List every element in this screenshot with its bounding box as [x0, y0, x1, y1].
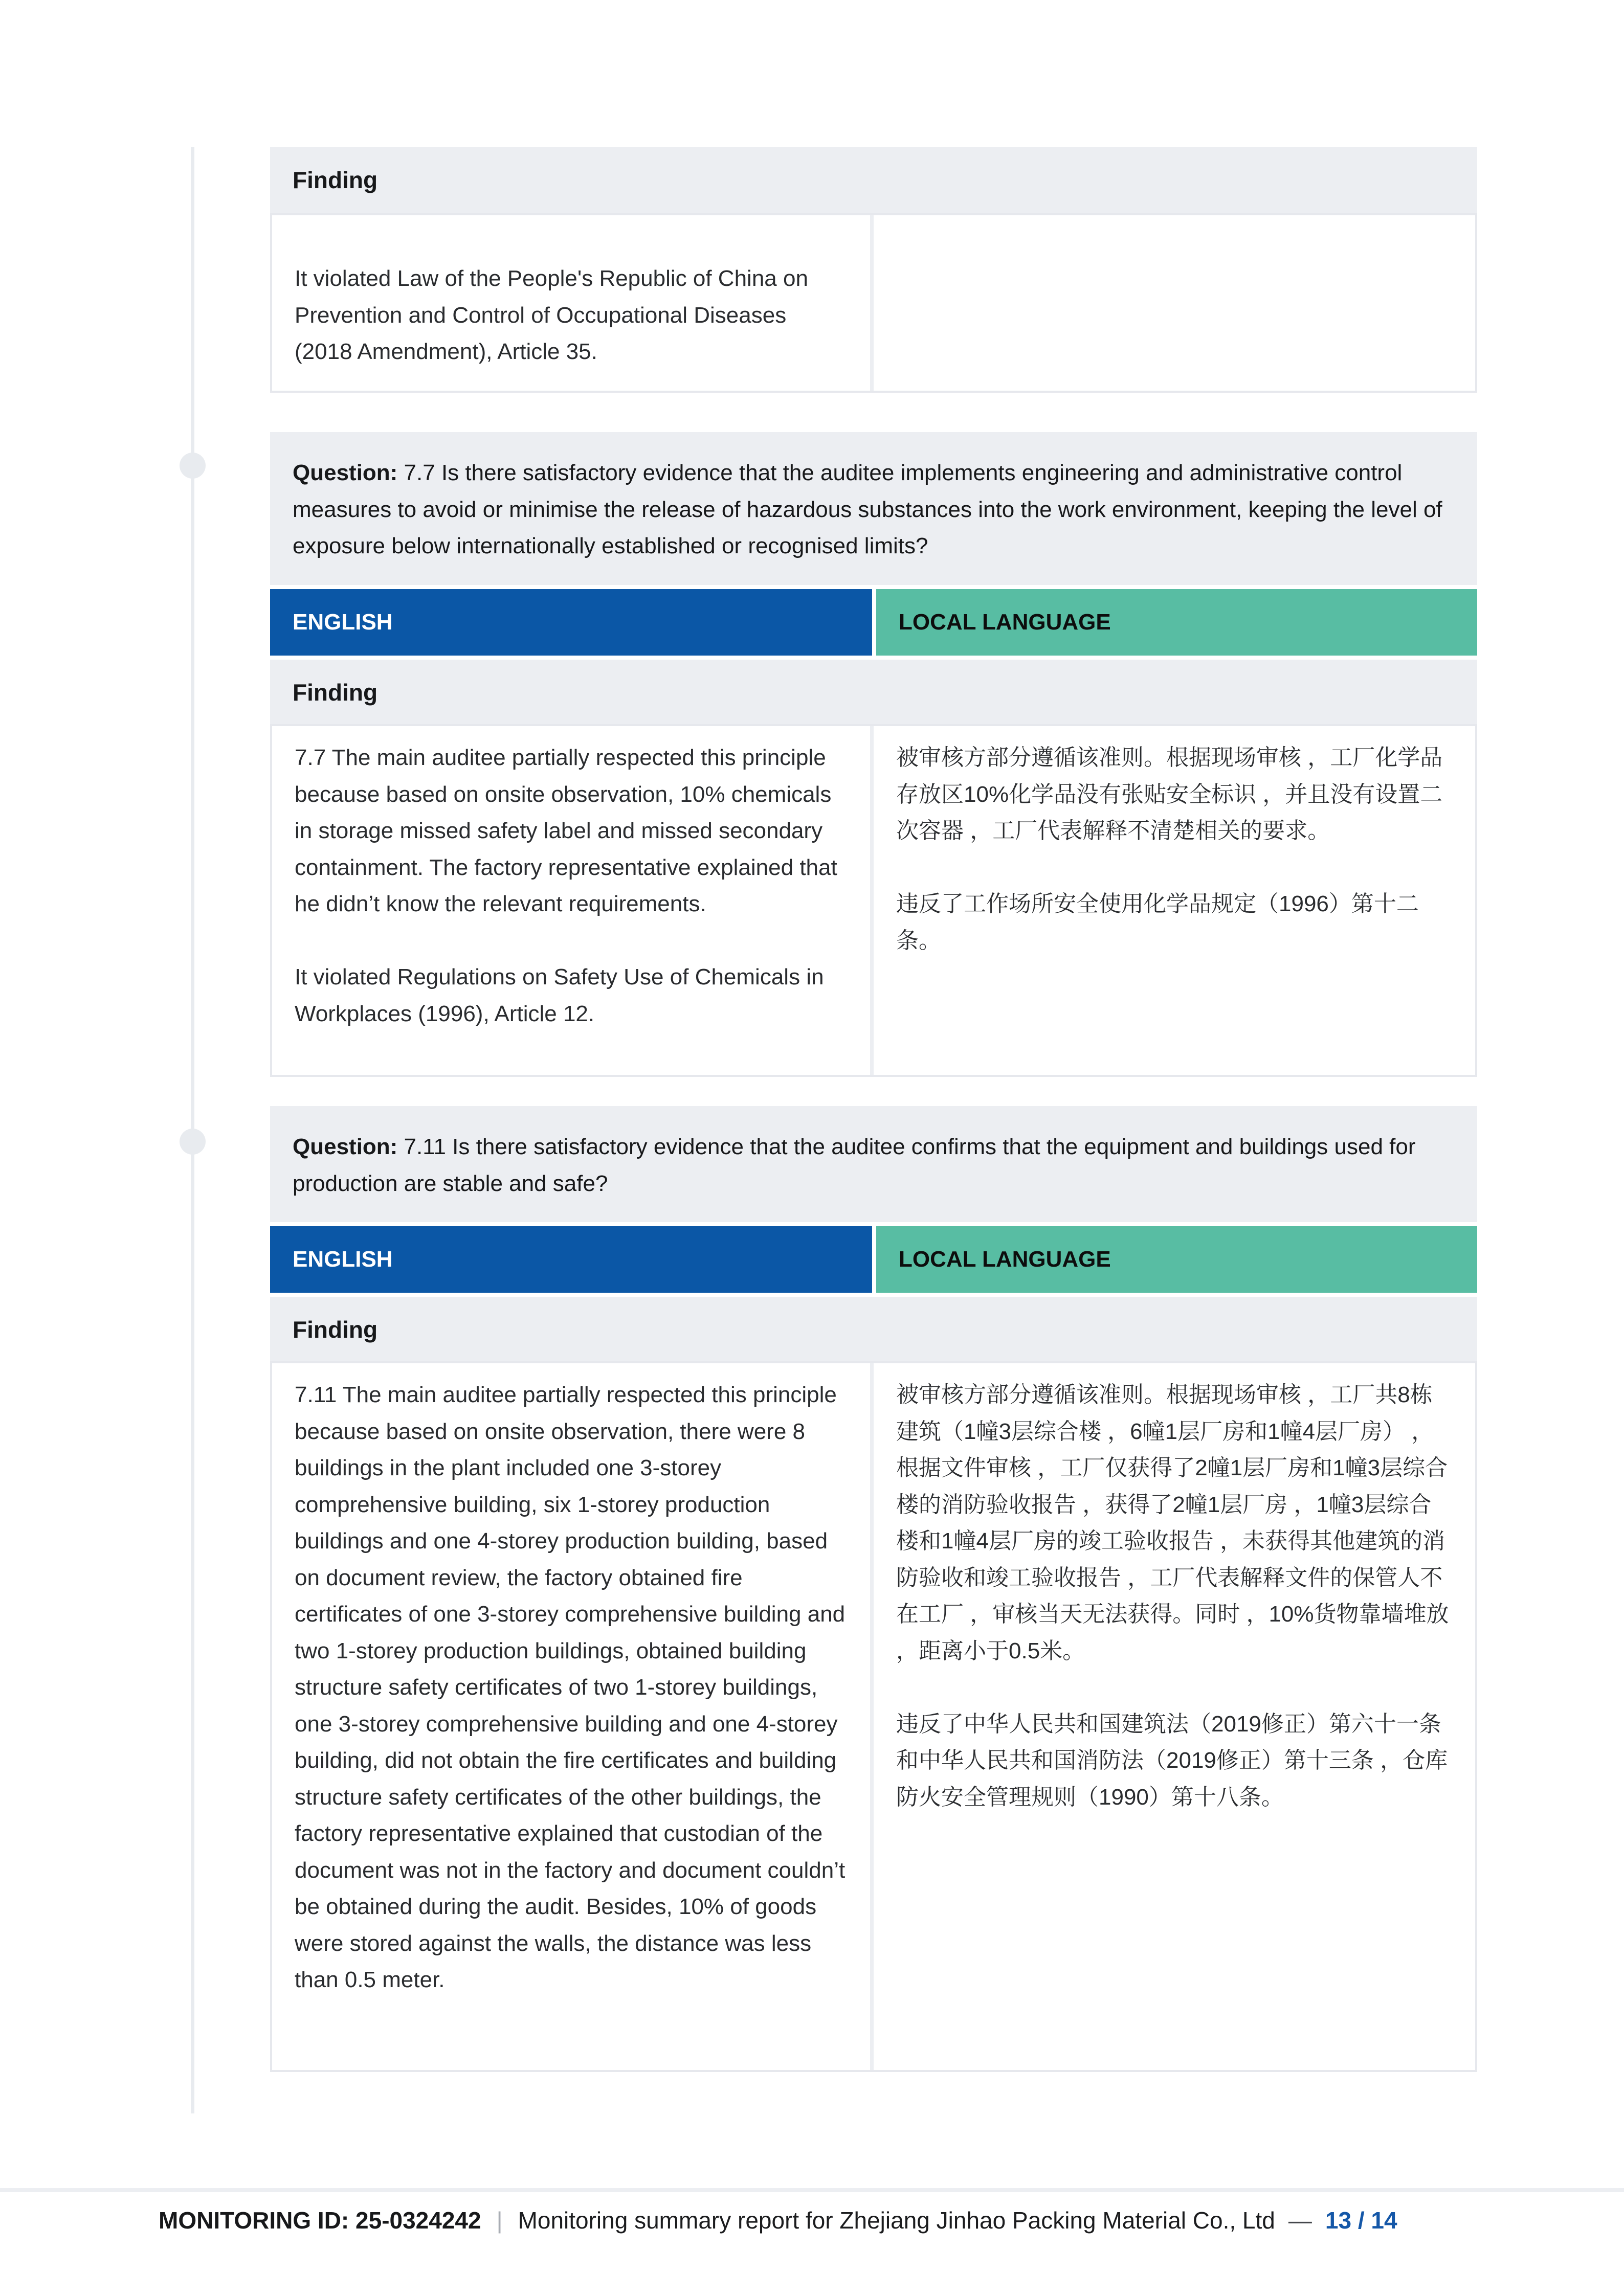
finding-table-body	[270, 213, 1477, 393]
finding-english-cell	[272, 215, 874, 391]
finding-label: Finding	[293, 1316, 378, 1343]
english-paragraph: It violated Regulations on Safety Use of Chemicals in Workplaces (1996), Article 12.	[295, 964, 824, 1026]
footer-dash: —	[1288, 2207, 1312, 2234]
finding-local-cell	[874, 215, 1475, 391]
local-paragraph: 被审核方部分遵循该准则。根据现场审核 ，工厂共8栋建筑（1幢3层综合楼 ，6幢1层厂房和1幢4层厂房） ，根据文件审核 ，工厂仅获得了2幢1层厂房和1幢3层综合楼的消防验收报告 ，获得了2幢1层厂房 ，1幢3层综合楼和1幢4层厂房的竣工验收报告 ，未获得其他建筑的消防验收和竣工验收报告 ，工厂代表解释文件的保管人不在工厂 ，审核当天无法获得。同时 ，10%货物靠墙堆放 ，距离小于0.5米。	[896, 1382, 1449, 1663]
finding-local-cell-7-11	[874, 1363, 1475, 2070]
local-language-column-header	[876, 589, 1477, 656]
english-header-label: ENGLISH	[293, 1247, 393, 1272]
monitoring-id: MONITORING ID: 25-0324242	[159, 2207, 481, 2234]
page-footer	[159, 2204, 1529, 2237]
finding-header-row-7-11	[270, 1297, 1477, 1362]
page-number: 13 / 14	[1325, 2207, 1397, 2234]
finding-local-cell-7-7	[874, 726, 1475, 1075]
finding-table-body-7-11	[270, 1361, 1477, 2072]
report-title: Monitoring summary report for Zhejiang Jinhao Packing Material Co., Ltd	[518, 2207, 1275, 2234]
timeline-dot	[180, 453, 206, 479]
local-header-label: LOCAL LANGUAGE	[899, 1247, 1111, 1272]
question-text-7-7	[293, 460, 1442, 558]
question-box-7-7	[270, 432, 1477, 585]
question-body: 7.7 Is there satisfactory evidence that the auditee implements engineering and administrative control measures to avoid or minimise the release of hazardous substances into the work environment, keeping the level of exposure below internationally established or recognised limits?	[293, 460, 1442, 558]
finding-english-cell-7-11	[272, 1363, 874, 2070]
timeline-dot	[180, 1129, 206, 1155]
finding-header-row	[270, 147, 1477, 213]
question-label: Question:	[293, 460, 398, 485]
english-column-header	[270, 1226, 872, 1293]
footer-divider	[0, 2188, 1624, 2192]
finding-english-text: It violated Law of the People's Republic of China on Prevention and Control of Occupational Diseases (2018 Amendment), Article 35.	[295, 266, 808, 364]
language-header-row-7-7	[270, 589, 1477, 656]
finding-table-body-7-7	[270, 724, 1477, 1077]
question-label: Question:	[293, 1134, 398, 1159]
finding-label: Finding	[293, 167, 378, 193]
local-paragraph: 被审核方部分遵循该准则。根据现场审核 ，工厂化学品存放区10%化学品没有张贴安全标识 ，并且没有设置二次容器 ，工厂代表解释不清楚相关的要求。	[896, 745, 1443, 843]
local-language-column-header	[876, 1226, 1477, 1293]
english-column-header	[270, 589, 872, 656]
english-paragraph: 7.7 The main auditee partially respected this principle because based on onsite observation, 10% chemicals in storage missed safety label and missed secondary containment. The factory representative explained that he didn’t know the relevant requirements.	[295, 745, 837, 916]
local-header-label: LOCAL LANGUAGE	[899, 610, 1111, 635]
footer-separator: |	[496, 2207, 503, 2234]
finding-english-cell-7-7	[272, 726, 874, 1075]
question-box-7-11	[270, 1106, 1477, 1222]
local-paragraph: 违反了工作场所安全使用化学品规定（1996）第十二条。	[896, 891, 1419, 953]
finding-label: Finding	[293, 679, 378, 706]
local-paragraph: 违反了中华人民共和国建筑法（2019修正）第六十一条和中华人民共和国消防法（2019修正）第十三条 ，仓库防火安全管理规则（1990）第十八条。	[896, 1711, 1448, 1810]
english-paragraph: 7.11 The main auditee partially respected this principle because based on onsite observation, there were 8 buildings in the plant included one 3-storey comprehensive building, six 1-storey production buildings and one 4-storey production building, based on document review, the factory obtained fire certificates of one 3-storey comprehensive building and two 1-storey production buildings, obtained building structure safety certificates of two 1-storey buildings, one 3-storey comprehensive building and one 4-storey building, did not obtain the fire certificates and building structure safety certificates of the other buildings, the factory representative explained that custodian of the document was not in the factory and document couldn’t be obtained during the audit. Besides, 10% of goods were stored against the walls, the distance was less than 0.5 meter.	[295, 1382, 846, 1992]
question-body: 7.11 Is there satisfactory evidence that the auditee confirms that the equipment and buildings used for production are stable and safe?	[293, 1134, 1416, 1196]
question-text-7-11	[293, 1134, 1416, 1196]
language-header-row-7-11	[270, 1226, 1477, 1293]
finding-header-row-7-7	[270, 660, 1477, 725]
english-header-label: ENGLISH	[293, 610, 393, 635]
